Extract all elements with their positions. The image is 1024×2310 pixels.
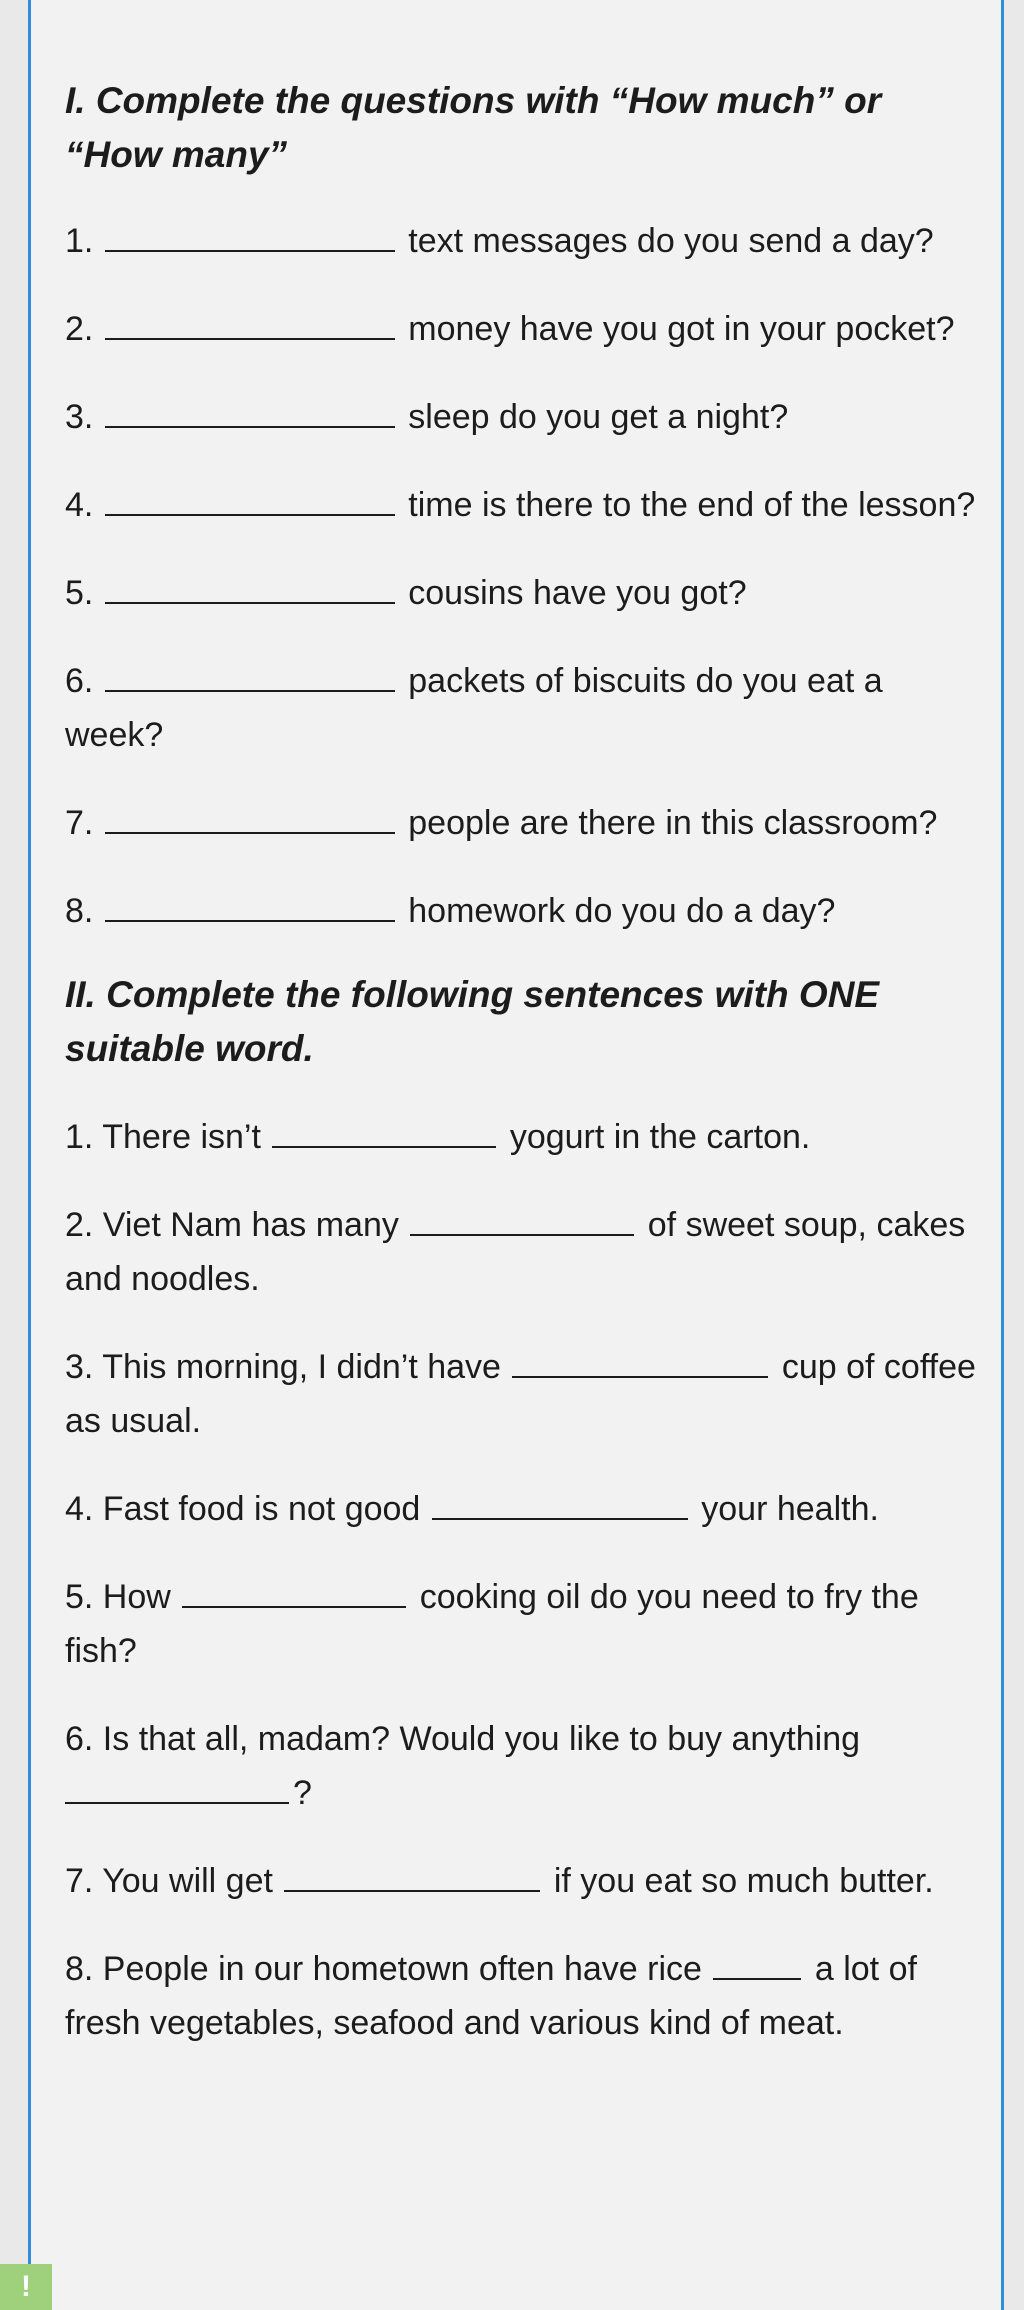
answer-blank[interactable]	[65, 1772, 289, 1804]
worksheet-page	[28, 0, 1004, 2310]
answer-blank[interactable]	[182, 1576, 406, 1608]
s2-sentence-3: 3. This morning, I didn’t have cup of coffee as usual.	[65, 1348, 976, 1440]
answer-blank[interactable]	[432, 1488, 688, 1520]
answer-blank[interactable]	[105, 484, 395, 516]
answer-blank[interactable]	[105, 660, 395, 692]
s2-sentence-2: 2. Viet Nam has many of sweet soup, cakes and noodles.	[65, 1206, 966, 1298]
answer-blank[interactable]	[410, 1204, 634, 1236]
s1-question-4: 4. time is there to the end of the lesson?	[65, 486, 976, 524]
s2-sentence-6: 6. Is that all, madam? Would you like to buy anything ?	[65, 1720, 861, 1812]
section2-title: II. Complete the following sentences with ONE suitable word.	[65, 974, 880, 1069]
s1-question-2: 2. money have you got in your pocket?	[65, 310, 955, 348]
answer-blank[interactable]	[272, 1116, 496, 1148]
answer-blank[interactable]	[105, 396, 395, 428]
s2-sentence-8: 8. People in our hometown often have rice a lot of fresh vegetables, seafood and various kind of meat.	[65, 1950, 917, 2042]
answer-blank[interactable]	[105, 308, 395, 340]
s1-question-3: 3. sleep do you get a night?	[65, 398, 789, 436]
answer-blank[interactable]	[105, 572, 395, 604]
s1-question-5: 5. cousins have you got?	[65, 574, 747, 612]
s1-question-8: 8. homework do you do a day?	[65, 892, 836, 930]
worksheet-content	[65, 74, 985, 2050]
s2-sentence-1: 1. There isn’t yogurt in the carton.	[65, 1118, 811, 1156]
alert-badge-icon[interactable]: !	[0, 2264, 52, 2310]
s2-sentence-7: 7. You will get if you eat so much butter.	[65, 1862, 934, 1900]
answer-blank[interactable]	[105, 890, 395, 922]
answer-blank[interactable]	[713, 1948, 801, 1980]
s1-question-6: 6. packets of biscuits do you eat a week?	[65, 662, 883, 754]
s1-question-7: 7. people are there in this classroom?	[65, 804, 938, 842]
s2-sentence-4: 4. Fast food is not good your health.	[65, 1490, 879, 1528]
answer-blank[interactable]	[105, 220, 395, 252]
s1-question-1: 1. text messages do you send a day?	[65, 222, 934, 260]
s2-sentence-5: 5. How cooking oil do you need to fry the fish?	[65, 1578, 919, 1670]
answer-blank[interactable]	[284, 1860, 540, 1892]
section1-title: I. Complete the questions with “How much” or “How many”	[65, 80, 882, 175]
answer-blank[interactable]	[512, 1346, 768, 1378]
answer-blank[interactable]	[105, 802, 395, 834]
